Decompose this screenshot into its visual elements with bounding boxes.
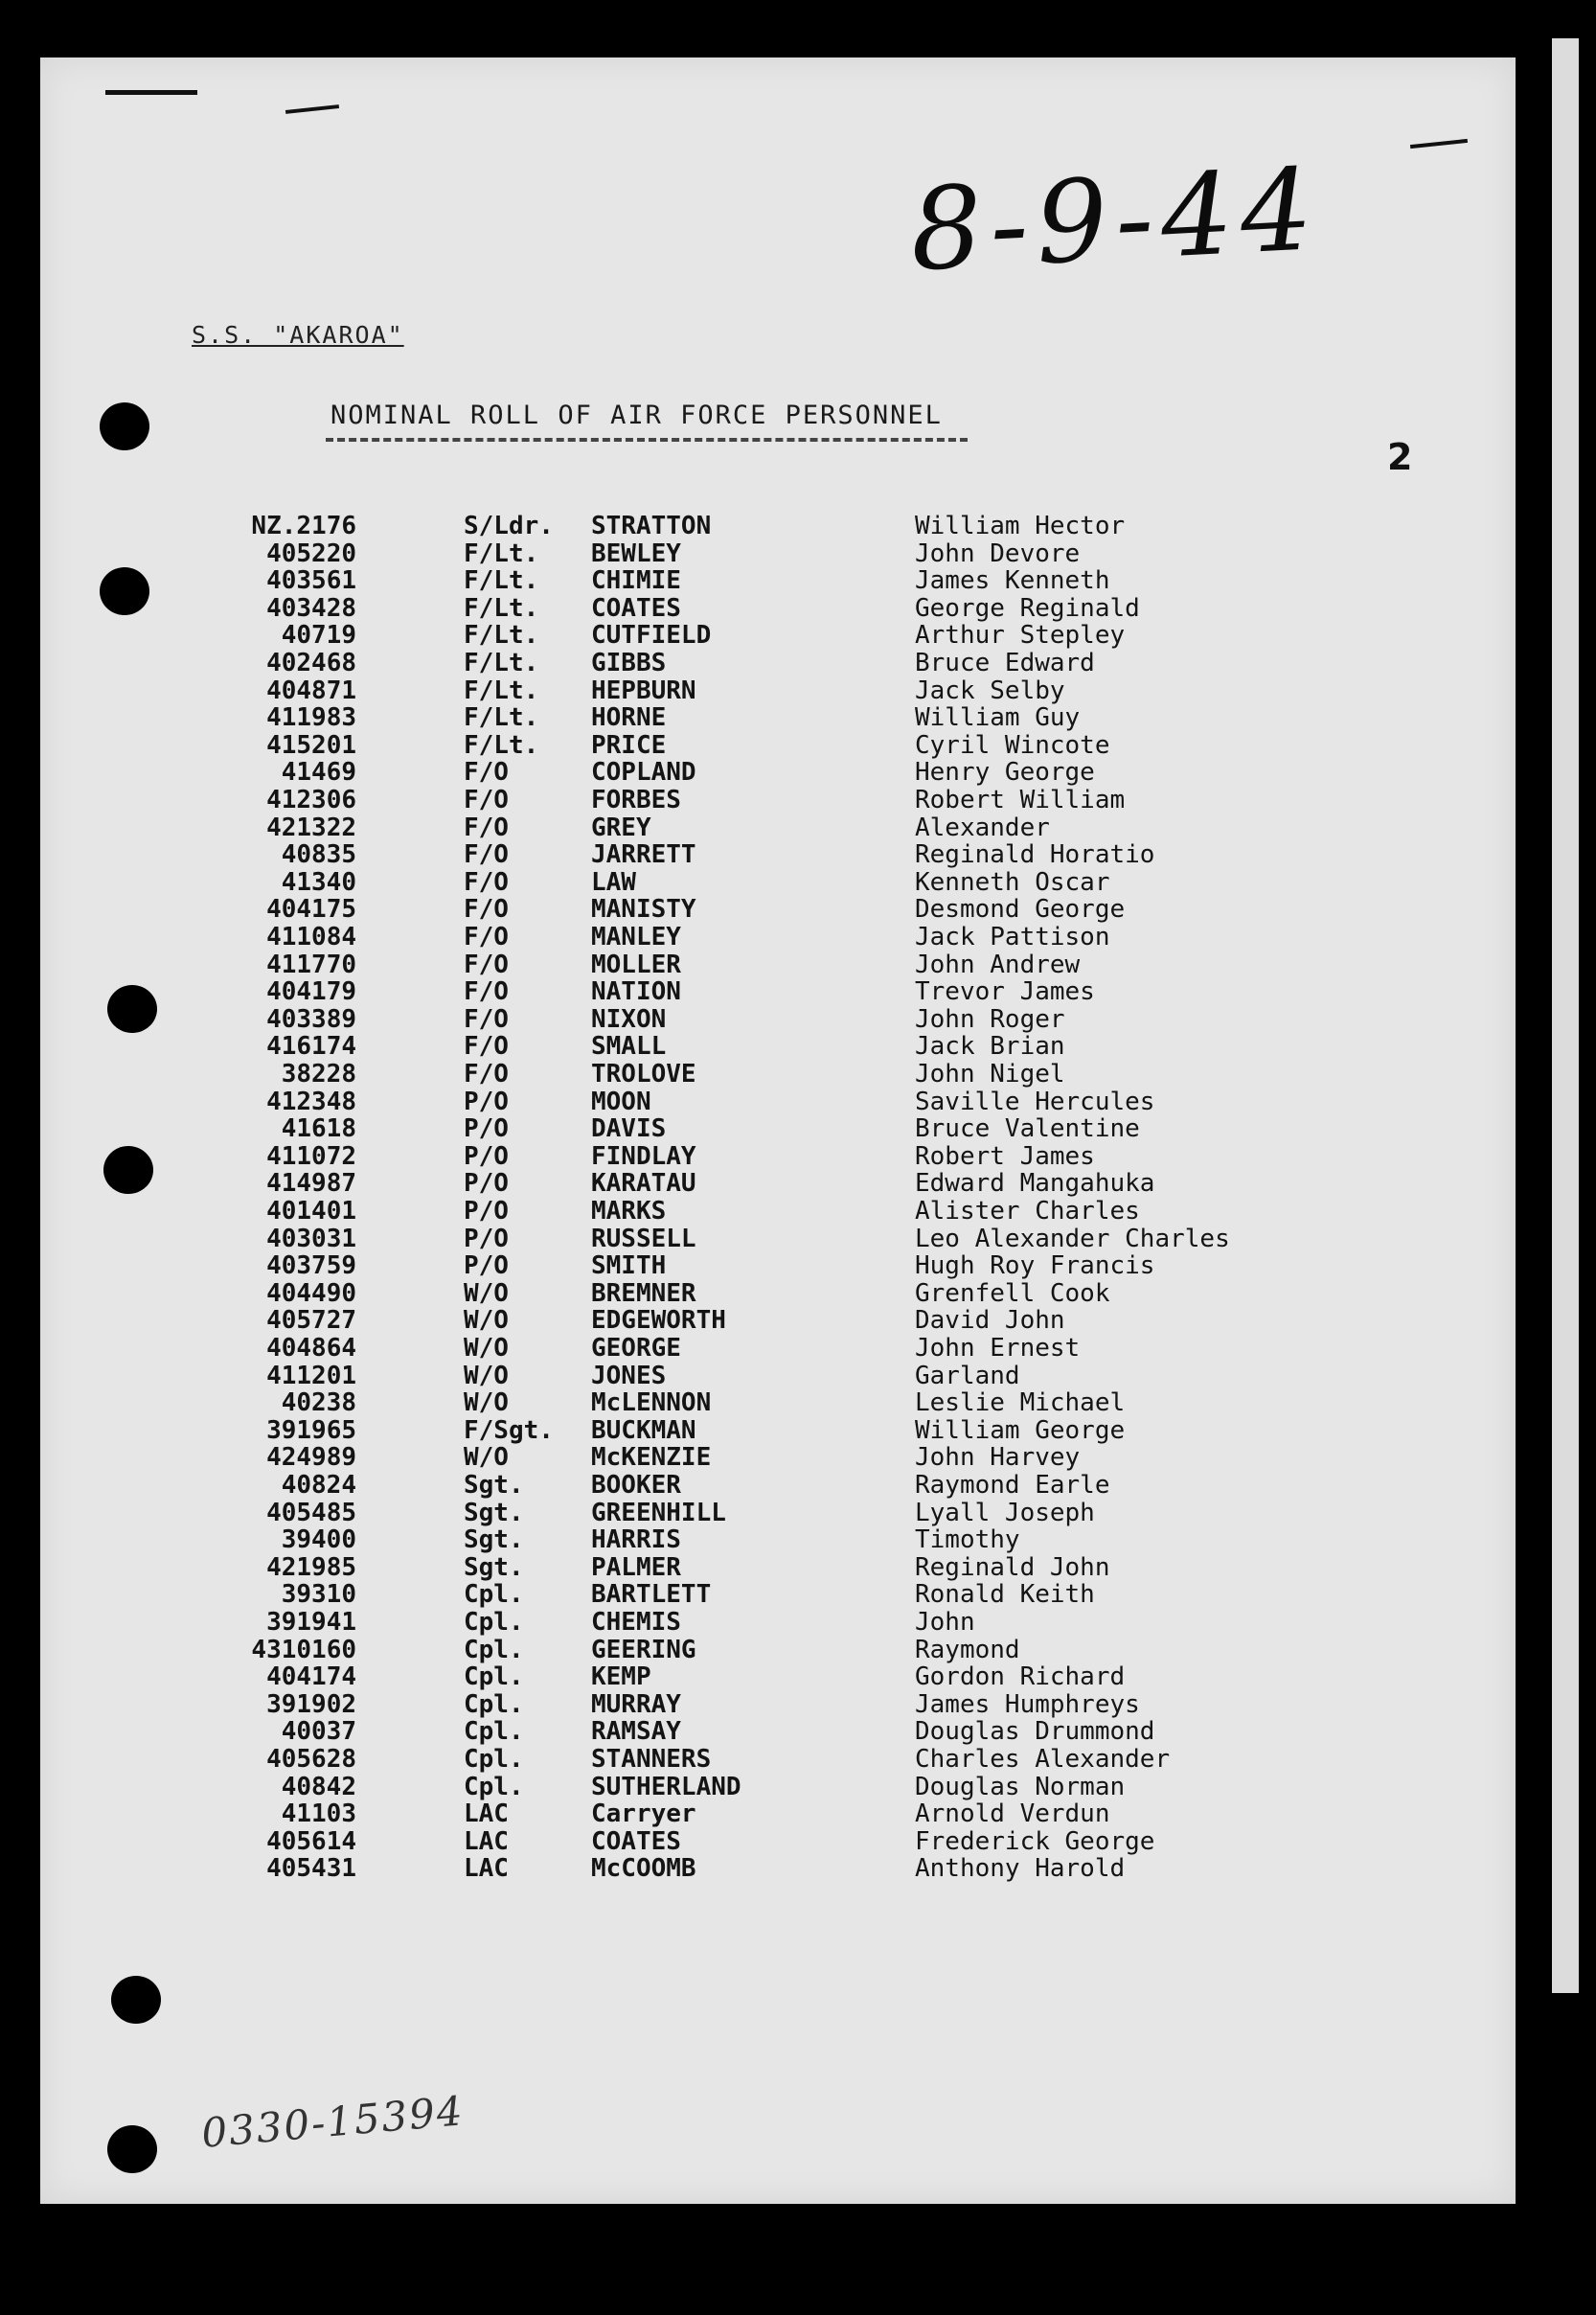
surname: COATES bbox=[591, 1826, 681, 1856]
surname: SMITH bbox=[591, 1251, 667, 1281]
surname: BARTLETT bbox=[591, 1580, 712, 1610]
surname: HORNE bbox=[591, 703, 667, 733]
service-number: 39400 bbox=[281, 1525, 356, 1555]
roll-row bbox=[0, 814, 1341, 840]
service-number: 40824 bbox=[281, 1471, 356, 1500]
roll-row bbox=[0, 1416, 1341, 1443]
given-names: Arnold Verdun bbox=[915, 1799, 1110, 1829]
rank: Cpl. bbox=[464, 1745, 524, 1774]
surname: GEORGE bbox=[591, 1334, 681, 1363]
service-number: 421985 bbox=[266, 1552, 356, 1582]
rank: Cpl. bbox=[464, 1608, 524, 1637]
service-number: 4310160 bbox=[251, 1635, 356, 1664]
service-number: 41618 bbox=[281, 1114, 356, 1144]
roll-row bbox=[0, 1471, 1341, 1498]
roll-row bbox=[0, 1636, 1341, 1662]
rank: F/Lt. bbox=[464, 703, 539, 733]
rank: F/O bbox=[464, 840, 509, 870]
given-names: Arthur Stepley bbox=[915, 621, 1126, 651]
roll-row bbox=[0, 1580, 1341, 1610]
service-number: 403759 bbox=[266, 1251, 356, 1281]
given-names: Gordon Richard bbox=[915, 1662, 1126, 1692]
service-number: 411201 bbox=[266, 1361, 356, 1390]
roll-row bbox=[0, 951, 1341, 977]
rank: Sgt. bbox=[464, 1471, 524, 1500]
ship-name: S.S. "AKAROA" bbox=[192, 321, 404, 349]
service-number: 416174 bbox=[266, 1032, 356, 1062]
roll-row bbox=[0, 566, 1341, 596]
given-names: Raymond Earle bbox=[915, 1471, 1110, 1500]
rank: LAC bbox=[464, 1854, 509, 1884]
surname: Carryer bbox=[591, 1799, 696, 1829]
roll-row bbox=[0, 1060, 1341, 1087]
roll-row bbox=[0, 1854, 1341, 1884]
service-number: 421322 bbox=[266, 813, 356, 842]
surname: CHEMIS bbox=[591, 1608, 681, 1637]
given-names: Timothy bbox=[915, 1525, 1020, 1555]
rank: F/O bbox=[464, 1032, 509, 1062]
service-number: 391941 bbox=[266, 1608, 356, 1637]
surname: COATES bbox=[591, 593, 681, 623]
given-names: Hugh Roy Francis bbox=[915, 1251, 1155, 1281]
surname: PRICE bbox=[591, 730, 667, 760]
given-names: Jack Pattison bbox=[915, 923, 1110, 951]
surname: EDGEWORTH bbox=[591, 1306, 726, 1336]
roll-row bbox=[0, 1608, 1341, 1635]
given-names: John Nigel bbox=[915, 1060, 1065, 1089]
service-number: 403031 bbox=[266, 1224, 356, 1253]
roll-row bbox=[0, 1306, 1341, 1336]
service-number: 391965 bbox=[266, 1415, 356, 1445]
service-number: 404179 bbox=[266, 977, 356, 1007]
given-names: James Kenneth bbox=[915, 566, 1110, 596]
surname: HARRIS bbox=[591, 1525, 681, 1555]
given-names: Charles Alexander bbox=[915, 1745, 1171, 1774]
service-number: 403389 bbox=[266, 1004, 356, 1034]
service-number: 405614 bbox=[266, 1826, 356, 1856]
service-number: 404175 bbox=[266, 895, 356, 925]
given-names: Jack Selby bbox=[915, 676, 1065, 705]
roll-row bbox=[0, 1553, 1341, 1580]
roll-row bbox=[0, 649, 1341, 676]
service-number: 40835 bbox=[281, 840, 356, 870]
surname: KARATAU bbox=[591, 1169, 696, 1199]
given-names: Jack Brian bbox=[915, 1032, 1065, 1062]
service-number: 404174 bbox=[266, 1662, 356, 1692]
rank: Cpl. bbox=[464, 1717, 524, 1747]
roll-row bbox=[0, 1717, 1341, 1747]
rank: P/O bbox=[464, 1224, 509, 1253]
roll-row bbox=[0, 1088, 1341, 1114]
punch-hole bbox=[100, 402, 149, 450]
service-number: 41340 bbox=[281, 867, 356, 897]
reference-number: 0330-15394 bbox=[199, 2087, 467, 2157]
surname: GEERING bbox=[591, 1635, 696, 1664]
rank: F/Lt. bbox=[464, 593, 539, 623]
surname: BEWLEY bbox=[591, 539, 681, 568]
roll-row bbox=[0, 758, 1341, 788]
given-names: Douglas Norman bbox=[915, 1772, 1126, 1801]
given-names: William George bbox=[915, 1415, 1126, 1445]
roll-row bbox=[0, 923, 1341, 950]
rank: S/Ldr. bbox=[464, 512, 554, 540]
roll-row bbox=[0, 840, 1341, 870]
surname: SUTHERLAND bbox=[591, 1772, 741, 1801]
rank: F/Sgt. bbox=[464, 1415, 554, 1445]
rank: F/Lt. bbox=[464, 621, 539, 651]
surname: McCOOMB bbox=[591, 1854, 696, 1884]
surname: DAVIS bbox=[591, 1114, 667, 1144]
surname: McKENZIE bbox=[591, 1443, 712, 1473]
roll-row bbox=[0, 1142, 1341, 1169]
surname: GREY bbox=[591, 813, 651, 842]
roll-row bbox=[0, 1032, 1341, 1062]
rank: F/Lt. bbox=[464, 676, 539, 705]
punch-hole bbox=[111, 1976, 161, 2024]
given-names: Trevor James bbox=[915, 977, 1095, 1007]
rank: W/O bbox=[464, 1388, 509, 1418]
roll-row bbox=[0, 1169, 1341, 1199]
roll-row bbox=[0, 1525, 1341, 1555]
rank: F/O bbox=[464, 813, 509, 842]
roll-row bbox=[0, 1114, 1341, 1144]
rank: F/Lt. bbox=[464, 566, 539, 596]
surname: NIXON bbox=[591, 1004, 667, 1034]
rank: F/O bbox=[464, 950, 509, 979]
page-edge bbox=[1552, 38, 1579, 1993]
roll-row bbox=[0, 731, 1341, 758]
roll-row bbox=[0, 703, 1341, 733]
given-names: Garland bbox=[915, 1361, 1020, 1390]
service-number: 38228 bbox=[281, 1060, 356, 1089]
surname: CHIMIE bbox=[591, 566, 681, 596]
roll-row bbox=[0, 1690, 1341, 1717]
service-number: 415201 bbox=[266, 730, 356, 760]
surname: MANISTY bbox=[591, 895, 696, 925]
given-names: Grenfell Cook bbox=[915, 1278, 1110, 1308]
rank: P/O bbox=[464, 1169, 509, 1199]
roll-row bbox=[0, 1499, 1341, 1525]
given-names: William Guy bbox=[915, 703, 1081, 733]
surname: KEMP bbox=[591, 1662, 651, 1692]
service-number: 405727 bbox=[266, 1306, 356, 1336]
rank: W/O bbox=[464, 1361, 509, 1390]
roll-row bbox=[0, 1362, 1341, 1388]
surname: FORBES bbox=[591, 786, 681, 814]
given-names: Kenneth Oscar bbox=[915, 867, 1110, 897]
rank: F/O bbox=[464, 895, 509, 925]
service-number: 40842 bbox=[281, 1772, 356, 1801]
given-names: David John bbox=[915, 1306, 1065, 1336]
surname: JONES bbox=[591, 1361, 667, 1390]
ink-mark bbox=[105, 90, 197, 95]
rank: Cpl. bbox=[464, 1772, 524, 1801]
service-number: 412306 bbox=[266, 786, 356, 814]
service-number: 403561 bbox=[266, 566, 356, 596]
service-number: 411770 bbox=[266, 950, 356, 979]
rank: F/O bbox=[464, 1004, 509, 1034]
given-names: Bruce Edward bbox=[915, 649, 1095, 677]
surname: BUCKMAN bbox=[591, 1415, 696, 1445]
surname: COPLAND bbox=[591, 758, 696, 788]
roll-row bbox=[0, 895, 1341, 925]
surname: FINDLAY bbox=[591, 1141, 696, 1171]
rank: F/O bbox=[464, 786, 509, 814]
given-names: Ronald Keith bbox=[915, 1580, 1095, 1610]
rank: Sgt. bbox=[464, 1552, 524, 1582]
service-number: 405220 bbox=[266, 539, 356, 568]
given-names: James Humphreys bbox=[915, 1689, 1140, 1719]
service-number: 404864 bbox=[266, 1334, 356, 1363]
given-names: Robert William bbox=[915, 786, 1126, 814]
given-names: Douglas Drummond bbox=[915, 1717, 1155, 1747]
given-names: Reginald Horatio bbox=[915, 840, 1155, 870]
rank: P/O bbox=[464, 1087, 509, 1116]
service-number: 41103 bbox=[281, 1799, 356, 1829]
given-names: George Reginald bbox=[915, 593, 1140, 623]
surname: MOON bbox=[591, 1087, 651, 1116]
service-number: NZ.2176 bbox=[251, 512, 356, 540]
roll-row bbox=[0, 1334, 1341, 1361]
given-names: Anthony Harold bbox=[915, 1854, 1126, 1884]
rank: P/O bbox=[464, 1114, 509, 1144]
surname: STANNERS bbox=[591, 1745, 712, 1774]
given-names: Desmond George bbox=[915, 895, 1126, 925]
given-names: Raymond bbox=[915, 1635, 1020, 1664]
surname: CUTFIELD bbox=[591, 621, 712, 651]
given-names: Lyall Joseph bbox=[915, 1498, 1095, 1527]
rank: F/Lt. bbox=[464, 539, 539, 568]
given-names: Alister Charles bbox=[915, 1197, 1140, 1226]
rank: P/O bbox=[464, 1251, 509, 1281]
rank: F/O bbox=[464, 758, 509, 788]
given-names: Saville Hercules bbox=[915, 1087, 1155, 1116]
service-number: 39310 bbox=[281, 1580, 356, 1610]
surname: HEPBURN bbox=[591, 676, 696, 705]
surname: RUSSELL bbox=[591, 1224, 696, 1253]
given-names: Frederick George bbox=[915, 1826, 1155, 1856]
roll-row bbox=[0, 1827, 1341, 1854]
service-number: 405485 bbox=[266, 1498, 356, 1527]
service-number: 404871 bbox=[266, 676, 356, 705]
surname: MARKS bbox=[591, 1197, 667, 1226]
roll-row bbox=[0, 1197, 1341, 1224]
surname: JARRETT bbox=[591, 840, 696, 870]
given-names: Edward Mangahuka bbox=[915, 1169, 1155, 1199]
given-names: Cyril Wincote bbox=[915, 730, 1110, 760]
surname: McLENNON bbox=[591, 1388, 712, 1418]
roll-row bbox=[0, 512, 1341, 539]
service-number: 414987 bbox=[266, 1169, 356, 1199]
roll-row bbox=[0, 1799, 1341, 1829]
rank: W/O bbox=[464, 1443, 509, 1473]
given-names: Henry George bbox=[915, 758, 1095, 788]
rank: F/O bbox=[464, 1060, 509, 1089]
given-names: John Roger bbox=[915, 1004, 1065, 1034]
surname: GREENHILL bbox=[591, 1498, 726, 1527]
rank: F/Lt. bbox=[464, 730, 539, 760]
given-names: Leo Alexander Charles bbox=[915, 1224, 1230, 1253]
roll-row bbox=[0, 868, 1341, 895]
rank: F/Lt. bbox=[464, 649, 539, 677]
handwritten-date: 8-9-44 bbox=[906, 142, 1324, 297]
rank: W/O bbox=[464, 1278, 509, 1308]
roll-row bbox=[0, 1225, 1341, 1251]
given-names: Alexander bbox=[915, 813, 1050, 842]
surname: LAW bbox=[591, 867, 636, 897]
rank: Cpl. bbox=[464, 1662, 524, 1692]
given-names: John bbox=[915, 1608, 975, 1637]
rank: LAC bbox=[464, 1799, 509, 1829]
rank: Sgt. bbox=[464, 1525, 524, 1555]
rank: F/O bbox=[464, 923, 509, 951]
rank: F/O bbox=[464, 977, 509, 1007]
roll-row bbox=[0, 676, 1341, 703]
service-number: 40238 bbox=[281, 1388, 356, 1418]
surname: SMALL bbox=[591, 1032, 667, 1062]
surname: TROLOVE bbox=[591, 1060, 696, 1089]
service-number: 40037 bbox=[281, 1717, 356, 1747]
roll-row bbox=[0, 1773, 1341, 1799]
roll-row bbox=[0, 1662, 1341, 1692]
page-number: 2 bbox=[1387, 436, 1413, 478]
rank: F/O bbox=[464, 867, 509, 897]
surname: STRATTON bbox=[591, 512, 712, 540]
surname: RAMSAY bbox=[591, 1717, 681, 1747]
roll-row bbox=[0, 594, 1341, 621]
service-number: 403428 bbox=[266, 593, 356, 623]
service-number: 391902 bbox=[266, 1689, 356, 1719]
given-names: Leslie Michael bbox=[915, 1388, 1126, 1418]
given-names: John Ernest bbox=[915, 1334, 1081, 1363]
surname: GIBBS bbox=[591, 649, 667, 677]
service-number: 402468 bbox=[266, 649, 356, 677]
service-number: 411084 bbox=[266, 923, 356, 951]
roll-row bbox=[0, 621, 1341, 651]
rank: Cpl. bbox=[464, 1689, 524, 1719]
service-number: 401401 bbox=[266, 1197, 356, 1226]
surname: PALMER bbox=[591, 1552, 681, 1582]
rank: LAC bbox=[464, 1826, 509, 1856]
punch-hole bbox=[107, 2125, 157, 2173]
roll-row bbox=[0, 1443, 1341, 1473]
given-names: John Andrew bbox=[915, 950, 1081, 979]
given-names: Reginald John bbox=[915, 1552, 1110, 1582]
page-title: NOMINAL ROLL OF AIR FORCE PERSONNEL bbox=[331, 401, 943, 430]
service-number: 41469 bbox=[281, 758, 356, 788]
rank: P/O bbox=[464, 1197, 509, 1226]
given-names: John Harvey bbox=[915, 1443, 1081, 1473]
given-names: William Hector bbox=[915, 512, 1126, 540]
surname: BREMNER bbox=[591, 1278, 696, 1308]
rank: Sgt. bbox=[464, 1498, 524, 1527]
service-number: 40719 bbox=[281, 621, 356, 651]
roll-row bbox=[0, 1745, 1341, 1772]
surname: BOOKER bbox=[591, 1471, 681, 1500]
rank: Cpl. bbox=[464, 1635, 524, 1664]
given-names: Robert James bbox=[915, 1141, 1095, 1171]
rank: W/O bbox=[464, 1334, 509, 1363]
service-number: 404490 bbox=[266, 1278, 356, 1308]
given-names: Bruce Valentine bbox=[915, 1114, 1140, 1144]
service-number: 405431 bbox=[266, 1854, 356, 1884]
surname: NATION bbox=[591, 977, 681, 1007]
title-underline bbox=[326, 438, 968, 442]
service-number: 412348 bbox=[266, 1087, 356, 1116]
rank: W/O bbox=[464, 1306, 509, 1336]
roll-row bbox=[0, 1388, 1341, 1418]
roll-row bbox=[0, 977, 1341, 1007]
surname: MANLEY bbox=[591, 923, 681, 951]
rank: P/O bbox=[464, 1141, 509, 1171]
roll-row bbox=[0, 1251, 1341, 1281]
surname: MOLLER bbox=[591, 950, 681, 979]
roll-row bbox=[0, 1005, 1341, 1032]
rank: Cpl. bbox=[464, 1580, 524, 1610]
roll-row bbox=[0, 1279, 1341, 1306]
service-number: 411983 bbox=[266, 703, 356, 733]
service-number: 424989 bbox=[266, 1443, 356, 1473]
surname: MURRAY bbox=[591, 1689, 681, 1719]
given-names: John Devore bbox=[915, 539, 1081, 568]
service-number: 405628 bbox=[266, 1745, 356, 1774]
service-number: 411072 bbox=[266, 1141, 356, 1171]
roll-row bbox=[0, 539, 1341, 566]
roll-row bbox=[0, 786, 1341, 813]
